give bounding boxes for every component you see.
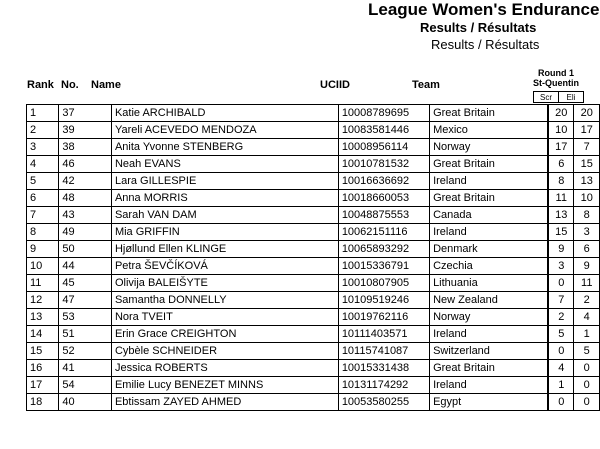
scratch-points-cell: 13 [549, 207, 574, 224]
table-row [27, 224, 600, 241]
scratch-points-cell: 0 [549, 343, 574, 360]
team-cell: Switzerland [430, 343, 548, 360]
number-cell: 51 [59, 326, 112, 343]
table-row [27, 241, 600, 258]
elimination-points-cell: 0 [574, 377, 600, 394]
table-row [27, 122, 600, 139]
column-header-scr: Scr [533, 91, 559, 103]
results-table-body [27, 105, 600, 411]
name-cell: Emilie Lucy BENEZET MINNS [111, 377, 338, 394]
name-cell: Ebtissam ZAYED AHMED [111, 394, 338, 411]
rank-cell: 8 [27, 224, 59, 241]
number-cell: 54 [59, 377, 112, 394]
elimination-points-cell: 20 [574, 105, 600, 122]
elimination-points-cell: 9 [574, 258, 600, 275]
elimination-points-cell: 5 [574, 343, 600, 360]
rank-cell: 11 [27, 275, 59, 292]
team-cell: Egypt [430, 394, 548, 411]
number-cell: 42 [59, 173, 112, 190]
name-cell: Nora TVEIT [111, 309, 338, 326]
uciid-cell: 10109519246 [338, 292, 429, 309]
scratch-points-cell: 10 [549, 122, 574, 139]
rank-cell: 12 [27, 292, 59, 309]
number-cell: 47 [59, 292, 112, 309]
team-cell: Denmark [430, 241, 548, 258]
elimination-points-cell: 17 [574, 122, 600, 139]
number-cell: 48 [59, 190, 112, 207]
scratch-points-cell: 8 [549, 173, 574, 190]
table-row [27, 173, 600, 190]
column-header-name: Name [91, 79, 121, 91]
team-cell: Great Britain [430, 190, 548, 207]
team-cell: Great Britain [430, 156, 548, 173]
name-cell: Erin Grace CREIGHTON [111, 326, 338, 343]
rank-cell: 1 [27, 105, 59, 122]
team-cell: Norway [430, 309, 548, 326]
uciid-cell: 10048875553 [338, 207, 429, 224]
rank-cell: 18 [27, 394, 59, 411]
name-cell: Yareli ACEVEDO MENDOZA [111, 122, 338, 139]
table-row [27, 309, 600, 326]
table-row [27, 105, 600, 122]
uciid-cell: 10019762116 [338, 309, 429, 326]
column-header-team: Team [412, 79, 440, 91]
table-row [27, 190, 600, 207]
elimination-points-cell: 8 [574, 207, 600, 224]
column-header-rank: Rank [27, 79, 54, 91]
number-cell: 49 [59, 224, 112, 241]
elimination-points-cell: 0 [574, 360, 600, 377]
table-row [27, 394, 600, 411]
uciid-cell: 10008956114 [338, 139, 429, 156]
elimination-points-cell: 1 [574, 326, 600, 343]
table-row [27, 326, 600, 343]
number-cell: 40 [59, 394, 112, 411]
elimination-points-cell: 11 [574, 275, 600, 292]
rank-cell: 10 [27, 258, 59, 275]
rank-cell: 5 [27, 173, 59, 190]
scratch-points-cell: 17 [549, 139, 574, 156]
elimination-points-cell: 3 [574, 224, 600, 241]
results-subtitle-bold: Results / Résultats [420, 20, 537, 35]
scratch-points-cell: 7 [549, 292, 574, 309]
name-cell: Anna MORRIS [111, 190, 338, 207]
scratch-points-cell: 20 [549, 105, 574, 122]
team-cell: Great Britain [430, 360, 548, 377]
name-cell: Katie ARCHIBALD [111, 105, 338, 122]
rank-cell: 14 [27, 326, 59, 343]
number-cell: 44 [59, 258, 112, 275]
uciid-cell: 10083581446 [338, 122, 429, 139]
number-cell: 37 [59, 105, 112, 122]
table-row [27, 292, 600, 309]
page-title: League Women's Endurance [368, 0, 600, 19]
rank-cell: 2 [27, 122, 59, 139]
team-cell: Ireland [430, 377, 548, 394]
uciid-cell: 10053580255 [338, 394, 429, 411]
name-cell: Neah EVANS [111, 156, 338, 173]
table-row [27, 207, 600, 224]
rank-cell: 9 [27, 241, 59, 258]
team-cell: Great Britain [430, 105, 548, 122]
number-cell: 46 [59, 156, 112, 173]
number-cell: 52 [59, 343, 112, 360]
uciid-cell: 10015331438 [338, 360, 429, 377]
scratch-points-cell: 9 [549, 241, 574, 258]
scratch-points-cell: 0 [549, 275, 574, 292]
team-cell: Ireland [430, 173, 548, 190]
uciid-cell: 10010781532 [338, 156, 429, 173]
column-header-no: No. [61, 79, 79, 91]
name-cell: Samantha DONNELLY [111, 292, 338, 309]
number-cell: 43 [59, 207, 112, 224]
results-subtitle: Results / Résultats [431, 37, 540, 52]
table-row [27, 139, 600, 156]
elimination-points-cell: 13 [574, 173, 600, 190]
name-cell: Olivija BALEIŠYTE [111, 275, 338, 292]
rank-cell: 7 [27, 207, 59, 224]
name-cell: Cybèle SCHNEIDER [111, 343, 338, 360]
scratch-points-cell: 15 [549, 224, 574, 241]
team-cell: Mexico [430, 122, 548, 139]
uciid-cell: 10111403571 [338, 326, 429, 343]
rank-cell: 17 [27, 377, 59, 394]
team-cell: Lithuania [430, 275, 548, 292]
scratch-points-cell: 5 [549, 326, 574, 343]
scratch-points-cell: 11 [549, 190, 574, 207]
number-cell: 53 [59, 309, 112, 326]
name-cell: Petra ŠEVČÍKOVÁ [111, 258, 338, 275]
round-venue: St-Quentin [533, 78, 579, 88]
table-row [27, 377, 600, 394]
elimination-points-cell: 10 [574, 190, 600, 207]
uciid-cell: 10115741087 [338, 343, 429, 360]
table-row [27, 275, 600, 292]
name-cell: Lara GILLESPIE [111, 173, 338, 190]
scratch-points-cell: 4 [549, 360, 574, 377]
elimination-points-cell: 4 [574, 309, 600, 326]
table-row [27, 258, 600, 275]
scratch-points-cell: 0 [549, 394, 574, 411]
elimination-points-cell: 7 [574, 139, 600, 156]
name-cell: Anita Yvonne STENBERG [111, 139, 338, 156]
table-row [27, 343, 600, 360]
scratch-points-cell: 3 [549, 258, 574, 275]
table-row [27, 360, 600, 377]
team-cell: Norway [430, 139, 548, 156]
uciid-cell: 10131174292 [338, 377, 429, 394]
results-table [26, 104, 600, 411]
name-cell: Jessica ROBERTS [111, 360, 338, 377]
scratch-points-cell: 2 [549, 309, 574, 326]
scratch-points-cell: 1 [549, 377, 574, 394]
uciid-cell: 10010807905 [338, 275, 429, 292]
elimination-points-cell: 6 [574, 241, 600, 258]
rank-cell: 4 [27, 156, 59, 173]
team-cell: Ireland [430, 326, 548, 343]
name-cell: Hjøllund Ellen KLINGE [111, 241, 338, 258]
number-cell: 39 [59, 122, 112, 139]
number-cell: 45 [59, 275, 112, 292]
elimination-points-cell: 15 [574, 156, 600, 173]
rank-cell: 15 [27, 343, 59, 360]
elimination-points-cell: 0 [574, 394, 600, 411]
uciid-cell: 10015336791 [338, 258, 429, 275]
rank-cell: 3 [27, 139, 59, 156]
scratch-points-cell: 6 [549, 156, 574, 173]
team-cell: New Zealand [430, 292, 548, 309]
number-cell: 38 [59, 139, 112, 156]
uciid-cell: 10065893292 [338, 241, 429, 258]
team-cell: Canada [430, 207, 548, 224]
rank-cell: 16 [27, 360, 59, 377]
column-header-uciid: UCIID [320, 79, 350, 91]
uciid-cell: 10018660053 [338, 190, 429, 207]
number-cell: 50 [59, 241, 112, 258]
uciid-cell: 10062151116 [338, 224, 429, 241]
name-cell: Sarah VAN DAM [111, 207, 338, 224]
uciid-cell: 10008789695 [338, 105, 429, 122]
column-header-eli: Eli [558, 91, 584, 103]
elimination-points-cell: 2 [574, 292, 600, 309]
round-label: Round 1 [538, 68, 574, 78]
team-cell: Ireland [430, 224, 548, 241]
number-cell: 41 [59, 360, 112, 377]
rank-cell: 13 [27, 309, 59, 326]
rank-cell: 6 [27, 190, 59, 207]
name-cell: Mia GRIFFIN [111, 224, 338, 241]
uciid-cell: 10016636692 [338, 173, 429, 190]
table-row [27, 156, 600, 173]
team-cell: Czechia [430, 258, 548, 275]
